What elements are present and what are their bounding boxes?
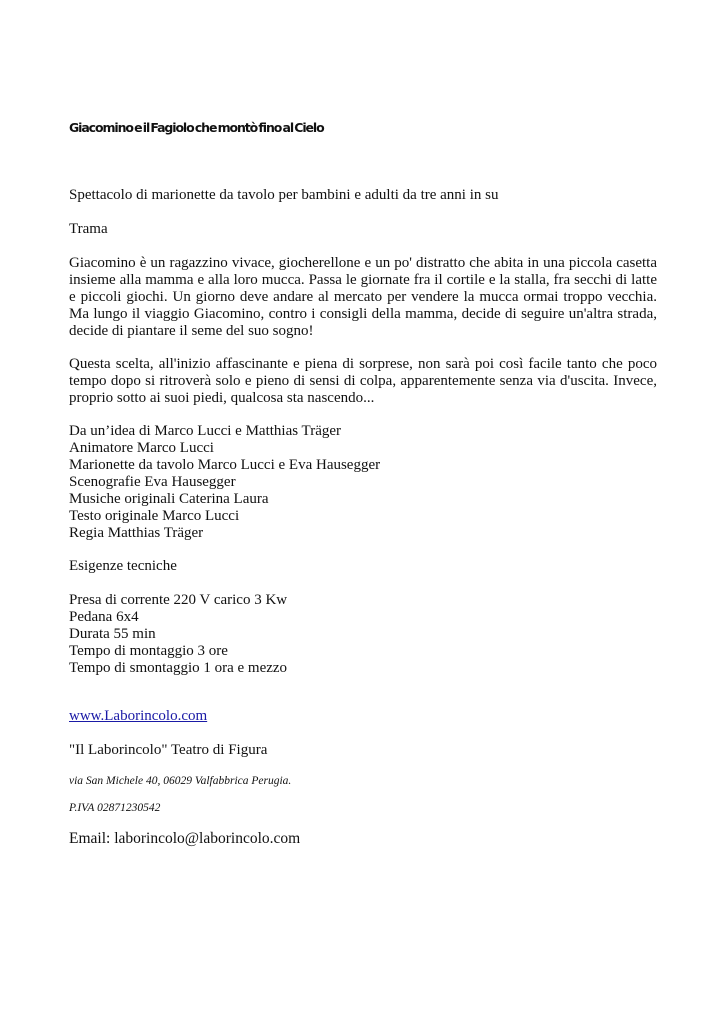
tech-item: Pedana 6x4 <box>69 609 139 625</box>
credit-line: Marionette da tavolo Marco Lucci e Eva Hausegger <box>69 457 381 473</box>
credit-line: Musiche originali Caterina Laura <box>69 491 269 507</box>
tech-requirements-list <box>69 592 657 677</box>
website-line <box>69 708 657 725</box>
tech-item: Tempo di smontaggio 1 ora e mezzo <box>69 660 288 676</box>
document-title: Giacomino e il Fagiolo che montò fino al Cielo <box>69 120 324 135</box>
contact-email: Email: laborincolo@laborincolo.com <box>69 830 301 847</box>
credit-line: Da un’idea di Marco Lucci e Matthias Träger <box>69 423 341 439</box>
credit-line: Regia Matthias Träger <box>69 525 204 541</box>
trama-heading: Trama <box>69 221 108 237</box>
credits-list <box>69 423 657 542</box>
tech-heading: Esigenze tecniche <box>69 558 177 574</box>
synopsis-paragraph-1: Giacomino è un ragazzino vivace, giocherellone e un po' distratto che abita in una piccola casetta insieme alla mamma e alla loro mucca. Passa le giornate fra il cortile e la stalla, fra secchi di latte e piccoli giochi. Un giorno deve andare al mercato per vendere la mucca ormai troppo vecchia. Ma lungo il viaggio Giacomino, contro i consigli della mamma, decide di seguire un'altra strada, decide di piantare il seme del suo sogno! <box>69 255 657 339</box>
company-name: "Il Laborincolo" Teatro di Figura <box>69 742 268 758</box>
website-link[interactable]: www.Laborincolo.com <box>69 708 208 724</box>
tech-item: Tempo di montaggio 3 ore <box>69 643 228 659</box>
company-address: via San Michele 40, 06029 Valfabbrica Perugia. <box>69 775 292 787</box>
credit-line: Animatore Marco Lucci <box>69 440 214 456</box>
vat-number: P.IVA 02871230542 <box>69 802 161 814</box>
synopsis-paragraph-2: Questa scelta, all'inizio affascinante e piena di sorprese, non sarà poi così facile tanto che poco tempo dopo si ritroverà solo e pieno di sensi di colpa, apparentemente senza via d'uscita. Invece, proprio sotto ai suoi piedi, qualcosa sta nascendo... <box>69 356 657 406</box>
credit-line: Testo originale Marco Lucci <box>69 508 240 524</box>
subtitle: Spettacolo di marionette da tavolo per bambini e adulti da tre anni in su <box>69 187 499 203</box>
credit-line: Scenografie Eva Hausegger <box>69 474 236 490</box>
tech-item: Presa di corrente 220 V carico 3 Kw <box>69 592 288 608</box>
tech-item: Durata 55 min <box>69 626 156 642</box>
